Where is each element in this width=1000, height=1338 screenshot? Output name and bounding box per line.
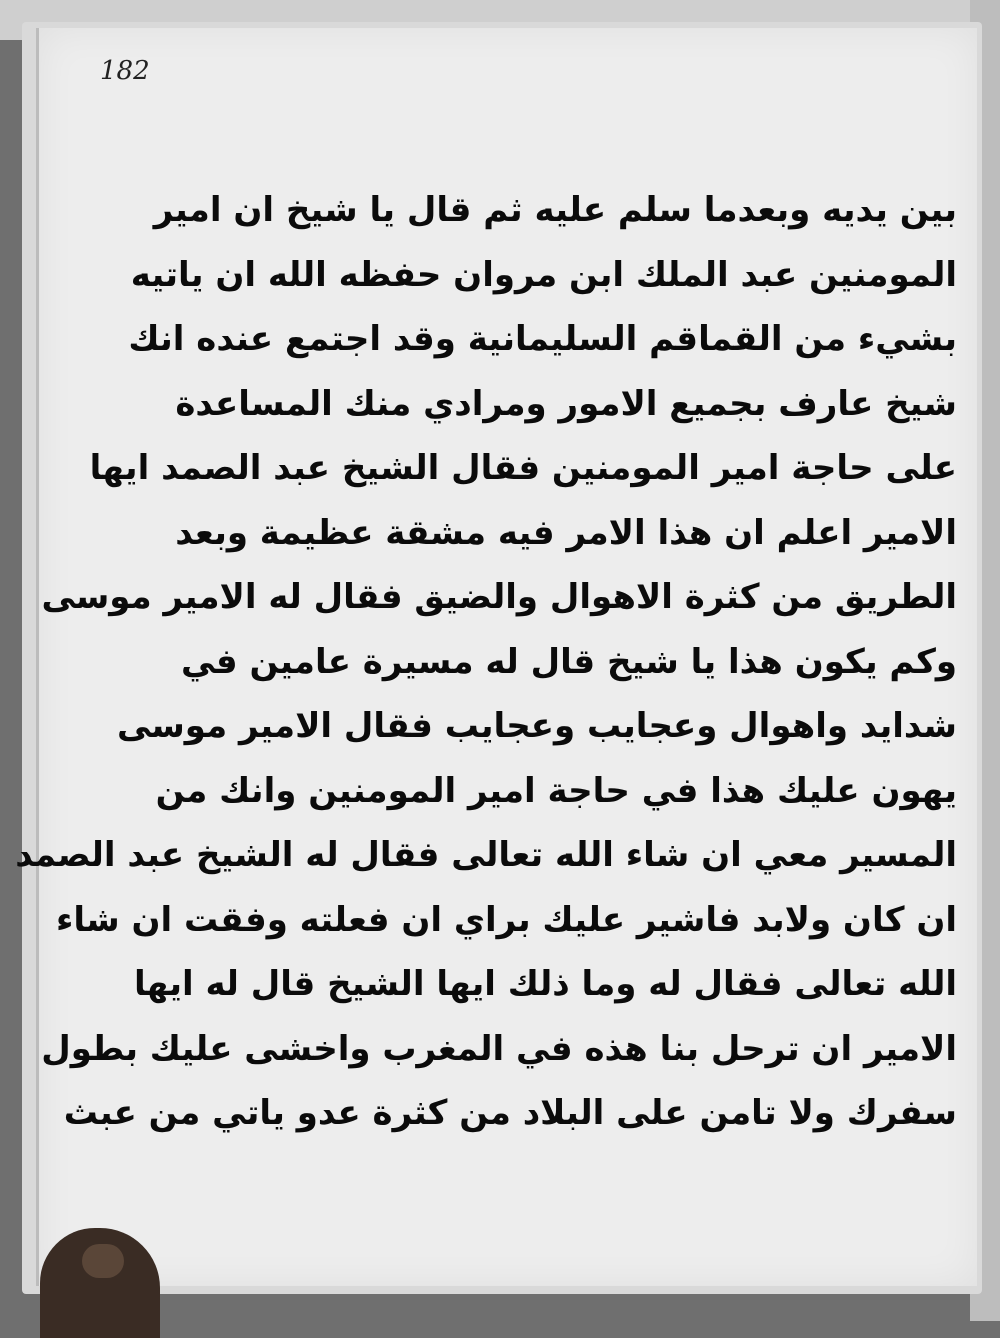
manuscript-line: يهون عليك هذا في حاجة امير المومنين وانك من [155,770,957,811]
folio-number: 182 [100,56,150,86]
manuscript-line: الله تعالى فقال له وما ذلك ايها الشيخ قال له ايها [134,964,957,1004]
manuscript-line: الامير اعلم ان هذا الامر فيه مشقة عظيمة وبعد [175,512,957,553]
manuscript-line: بشيء من القماقم السليمانية وقد اجتمع عنده انك [128,319,957,359]
manuscript-line: المومنين عبد الملك ابن مروان حفظه الله ان ياتيه [130,254,957,295]
manuscript-line: الامير ان ترحل بنا هذه في المغرب واخشى عليك بطول [41,1028,957,1069]
manuscript-line: بين يديه وبعدما سلم عليه ثم قال يا شيخ ان امير [153,190,957,230]
manuscript-line: شيخ عارف بجميع الامور ومرادي منك المساعدة [175,383,957,424]
manuscript-line: ان كان ولابد فاشير عليك براي ان فعلته وفقت ان شاء [56,899,957,940]
manuscript-line: على حاجة امير المومنين فقال الشيخ عبد الصمد ايها [89,448,957,488]
manuscript-line: شدايد واهوال وعجايب وعجايب فقال الامير موسى [116,706,957,746]
manuscript-line: وكم يكون هذا يا شيخ قال له مسيرة عامين في [180,641,957,682]
manuscript-line: الطريق من كثرة الاهوال والضيق فقال له الامير موسى [41,577,957,617]
thumbnail-highlight [82,1244,124,1278]
manuscript-line: المسير معي ان شاء الله تعالى فقال له الشيخ عبد الصمد [15,835,957,875]
manuscript-text-block [15,178,957,1146]
manuscript-line: سفرك ولا تامن على البلاد من كثرة عدو ياتي من عبث [63,1093,957,1133]
